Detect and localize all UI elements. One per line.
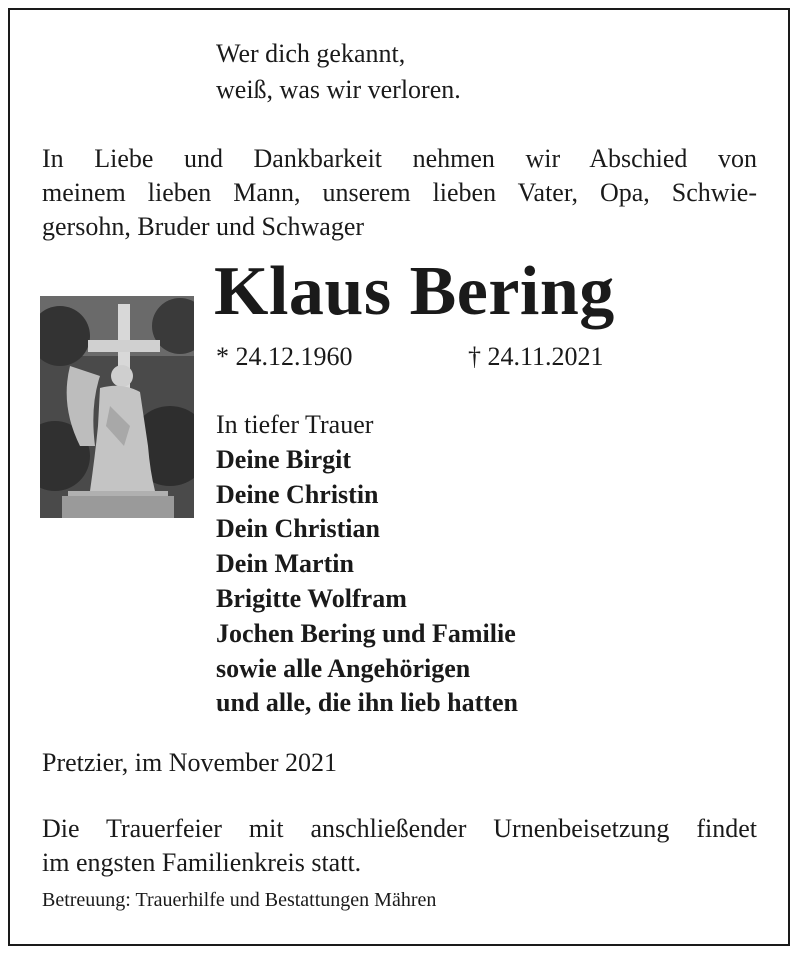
angel-statue-image [40, 296, 194, 518]
place-and-date: Pretzier, im November 2021 [42, 748, 337, 777]
mourner-name: und alle, die ihn lieb hatten [216, 688, 518, 718]
funeral-line-2: im engsten Familienkreis statt. [42, 848, 362, 877]
poem-line-2: weiß, was wir verloren. [216, 75, 461, 104]
mourner-name: Jochen Bering und Familie [216, 618, 516, 648]
memorial-poem [216, 36, 461, 108]
mourner-name: Dein Martin [216, 549, 354, 579]
deceased-name: Klaus Bering [214, 253, 615, 330]
funeral-line-1: Die Trauerfeier mit anschließender Urnenbeisetzung findet [42, 814, 757, 843]
mourner-name: Dein Christian [216, 514, 380, 544]
funeral-info [42, 812, 757, 880]
death-date: † 24.11.2021 [468, 342, 604, 371]
mourners-list [216, 408, 518, 721]
intro-text [42, 142, 757, 244]
undertaker-credit: Betreuung: Trauerhilfe und Bestattungen Mähren [42, 889, 437, 911]
poem-line-1: Wer dich gekannt, [216, 39, 406, 68]
mourner-name: Deine Christin [216, 479, 379, 509]
mourners-heading: In tiefer Trauer [216, 410, 374, 439]
intro-line-1: In Liebe und Dankbarkeit nehmen wir Abschied von [42, 144, 757, 173]
birth-date: * 24.12.1960 [216, 342, 353, 371]
mourner-name: Deine Birgit [216, 444, 352, 474]
mourner-name: sowie alle Angehörigen [216, 653, 471, 683]
intro-line-2: meinem lieben Mann, unserem lieben Vater, Opa, Schwie- [42, 178, 757, 207]
mourner-name: Brigitte Wolfram [216, 583, 407, 613]
intro-line-3: gersohn, Bruder und Schwager [42, 212, 365, 241]
